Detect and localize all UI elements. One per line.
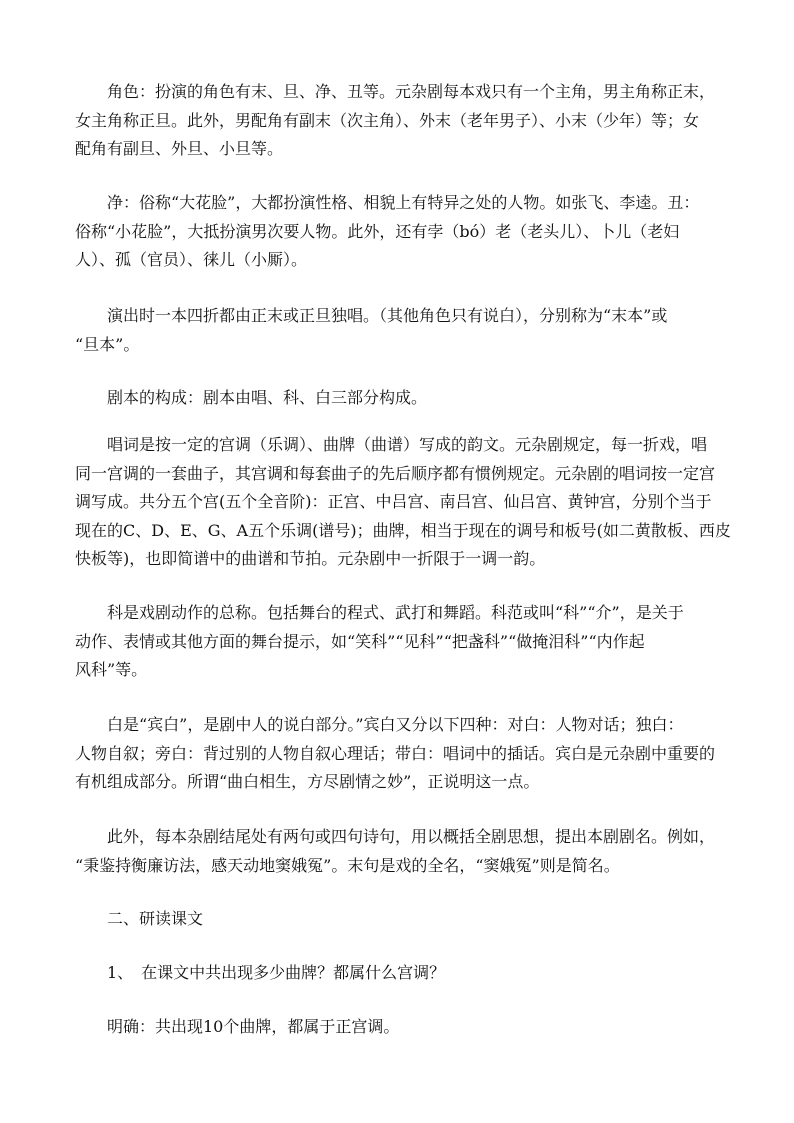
text-line: 白是“宾白”，是剧中人的说白部分。”宾白又分以下四种：对白：人物对话；独白： <box>75 715 684 734</box>
paragraph-bai <box>75 711 716 797</box>
text-line: 角色：扮演的角色有末、旦、净、丑等。元杂剧每本戏只有一个主角，男主角称正末， <box>75 82 716 101</box>
answer-1 <box>75 1013 685 1042</box>
text-line: “旦本”。 <box>75 334 140 354</box>
paragraph-script <box>75 384 685 413</box>
text-line: 快板等)，也即简谱中的曲谱和节拍。元杂剧中一折限于一调一韵。 <box>75 549 546 568</box>
text-line: 净：俗称“大花脸”，大都扮演性格、相貌上有特异之处的人物。如张飞、李逵。丑： <box>75 193 700 212</box>
text-line: “秉鉴持衡廉访法，感天动地窦娥冤”。末句是戏的全名，“窦娥冤”则是简名。 <box>75 855 620 875</box>
text-line: 1、 在课文中共出现多少曲牌？都属什么宫调？ <box>75 963 446 982</box>
text-line: 动作、表情或其他方面的舞台提示，如“笑科”“见科”“把盏科”“做掩泪科”“内作起 <box>75 631 645 651</box>
text-line: 现在的C、D、E、G、A五个乐调(谱号)；曲牌，相当于现在的调号和板号(如二黄散板、西皮 <box>75 520 731 540</box>
text-line: 演出时一本四折都由正末或正旦独唱。（其他角色只有说白），分别称为“末本”或 <box>75 306 668 325</box>
text-line: 二、研读课文 <box>75 909 204 928</box>
section-heading <box>75 905 685 934</box>
paragraph-performance <box>75 302 685 359</box>
question-1 <box>75 959 685 988</box>
text-line: 俗称“小花脸”，大抵扮演男次要人物。此外，还有孛（bó）老（老头儿）、卜儿（老妇 <box>75 221 680 241</box>
paragraph-jing <box>75 189 700 275</box>
text-line: 人物自叙；旁白：背过别的人物自叙心理话；带白：唱词中的插话。宾白是元杂剧中重要的 <box>75 743 716 763</box>
text-line: 女主角称正旦。此外，男配角有副末（次主角）、外末（老年男子）、小末（少年）等；女 <box>75 110 700 130</box>
paragraph-ending <box>75 823 716 880</box>
text-line: 风科”等。 <box>75 660 148 679</box>
text-line: 人）、孤（官员）、徕儿（小厮）。 <box>75 250 308 269</box>
text-line: 此外，每本杂剧结尾处有两句或四句诗句，用以概括全剧思想，提出本剧剧名。例如， <box>75 827 716 846</box>
text-line: 科是戏剧动作的总称。包括舞台的程式、武打和舞蹈。科范或叫“科”“介”，是关于 <box>75 603 684 622</box>
text-line: 唱词是按一定的宫调（乐调）、曲牌（曲谱）写成的韵文。元杂剧规定，每一折戏，唱 <box>75 435 708 454</box>
text-line: 明确：共出现10个曲牌，都属于正宫调。 <box>75 1017 400 1036</box>
text-line: 同一宫调的一套曲子，其宫调和每套曲子的先后顺序都有惯例规定。元杂剧的唱词按一定宫 <box>75 463 716 483</box>
paragraph-ke <box>75 599 685 685</box>
text-line: 调写成。共分五个宫(五个全音阶)：正宫、中吕宫、南吕宫、仙吕宫、黄钟宫，分别个当于 <box>75 492 712 511</box>
paragraph-lyrics <box>75 431 731 574</box>
text-line: 剧本的构成：剧本由唱、科、白三部分构成。 <box>75 388 428 407</box>
text-line: 有机组成部分。所谓“曲白相生，方尽剧情之妙”，正说明这一点。 <box>75 772 540 791</box>
text-line: 配角有副旦、外旦、小旦等。 <box>75 139 284 158</box>
paragraph-roles <box>75 78 716 164</box>
